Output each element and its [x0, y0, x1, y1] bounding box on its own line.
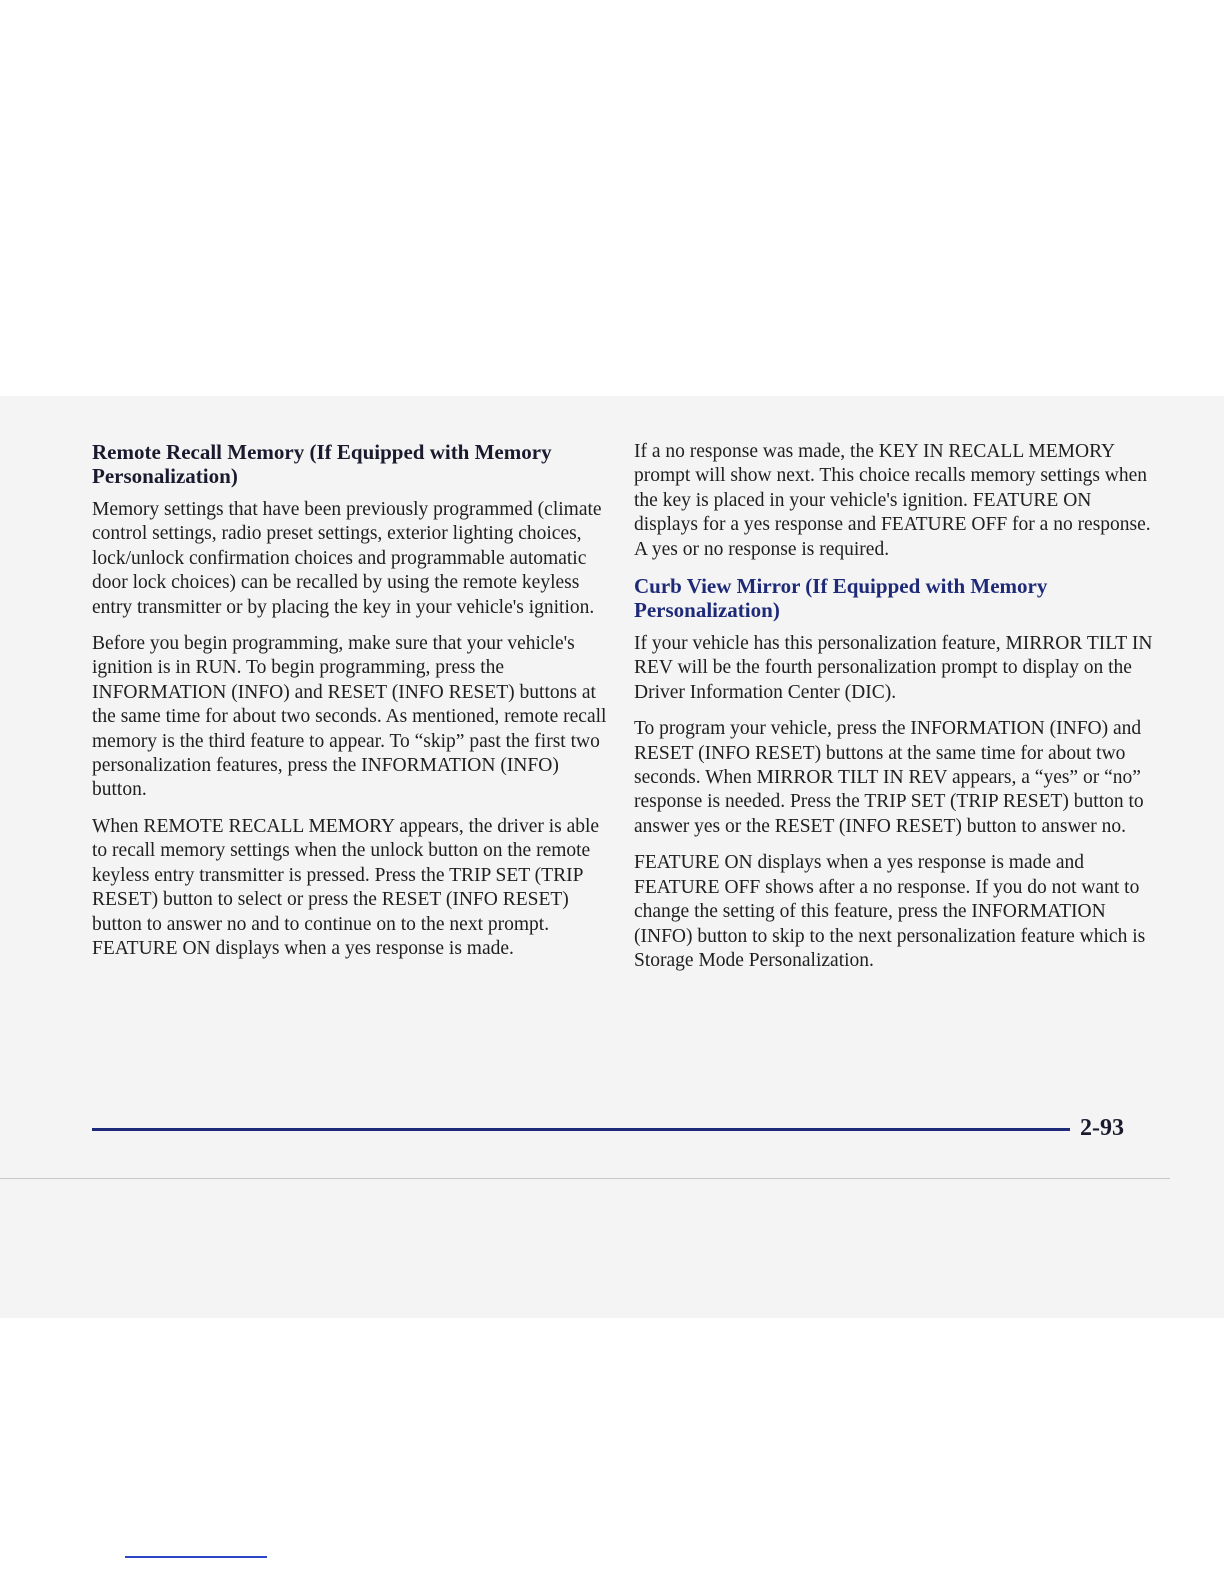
page-number: 2-93 — [1080, 1115, 1124, 1141]
left-paragraph-1: Memory settings that have been previously programmed (climate control settings, radio preset settings, exterior lighting choices, lock/unlock confirmation choices and programmable automatic door lock choices) can be recalled by using the remote keyless entry transmitter or by placing the key in your vehicle's ignition. — [92, 499, 602, 618]
left-paragraph-2: Before you begin programming, make sure that your vehicle's ignition is in RUN. To begin programming, press the INFORMATION (INFO) and RESET (INFO RESET) buttons at the same time for about two seconds. As mentioned, remote recall memory is the third feature to appear. To “skip” past the first two personalization features, press the INFORMATION (INFO) button. — [92, 633, 607, 801]
left-paragraph-3: When REMOTE RECALL MEMORY appears, the driver is able to recall memory settings when the unlock button on the remote keyless entry transmitter is pressed. Press the TRIP SET (TRIP RESET) button to select or press the RESET (INFO RESET) button to answer no and to continue on to the next prompt. FEATURE ON displays when a yes response is made. — [92, 815, 600, 959]
left-column — [92, 440, 607, 973]
footer-rule — [92, 1128, 1070, 1131]
remote-recall-memory-heading: Remote Recall Memory (If Equipped with Memory Personalization) — [92, 440, 552, 488]
bottom-link-underline — [125, 1556, 267, 1558]
right-paragraph-3: FEATURE ON displays when a yes response is made and FEATURE OFF shows after a no response. If you do not want to change the setting of this feature, press the INFORMATION (INFO) button to skip to the next personalization feature which is Storage Mode Personalization. — [634, 852, 1146, 971]
right-paragraph-2: To program your vehicle, press the INFORMATION (INFO) and RESET (INFO RESET) buttons at the same time for about two seconds. When MIRROR TILT IN REV appears, a “yes” or “no” response is needed. Press the TRIP SET (TRIP RESET) button to answer yes or the RESET (INFO RESET) button to answer no. — [634, 718, 1144, 837]
right-paragraph-1: If your vehicle has this personalization feature, MIRROR TILT IN REV will be the fourth personalization prompt to display on the Driver Information Center (DIC). — [634, 633, 1153, 703]
scan-edge-rule — [0, 1178, 1170, 1179]
right-column — [634, 440, 1154, 985]
curb-view-mirror-heading: Curb View Mirror (If Equipped with Memory Personalization) — [634, 574, 1048, 623]
right-intro-paragraph: If a no response was made, the KEY IN RECALL MEMORY prompt will show next. This choice recalls memory settings when the key is placed in your vehicle's ignition. FEATURE ON displays for a yes response and FEATURE OFF for a no response. A yes or no response is required. — [634, 441, 1151, 560]
